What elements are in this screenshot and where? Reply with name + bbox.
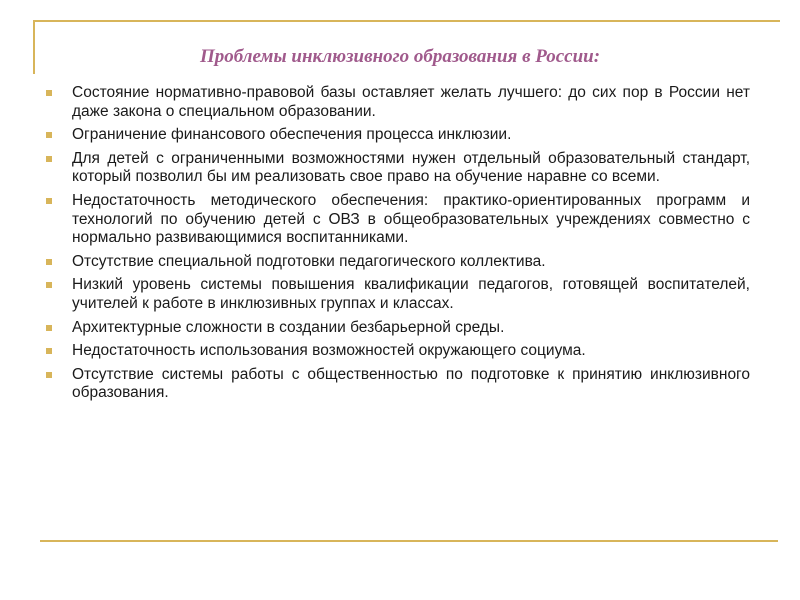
- bullet-text: Для детей с ограниченными возможностями нужен отдельный образовательный стандарт, который позволил бы им реализовать свое право на обучение наравне со всеми.: [72, 149, 750, 186]
- square-bullet-icon: [46, 198, 52, 204]
- bullet-text: Низкий уровень системы повышения квалификации педагогов, готовящей воспитателей, учителей к работе в инклюзивных группах и классах.: [72, 276, 750, 312]
- bullet-item-architecture: [44, 319, 750, 338]
- bullet-text: Ограничение финансового обеспечения процесса инклюзии.: [72, 126, 512, 144]
- bullet-list: [44, 84, 750, 408]
- frame-bottom-line: [40, 540, 778, 542]
- slide-title: Проблемы инклюзивного образования в России:: [199, 46, 601, 67]
- bullet-text: Недостаточность методического обеспечения: практико-ориентированных программ и технологий по обучению детей с ОВЗ в общеобразовательных учреждениях совместно с нормально развивающимися воспитанниками.: [72, 191, 750, 247]
- square-bullet-icon: [46, 132, 52, 138]
- bullet-text: Отсутствие специальной подготовки педагогического коллектива.: [72, 252, 546, 270]
- square-bullet-icon: [46, 156, 52, 162]
- square-bullet-icon: [46, 325, 52, 331]
- frame-left-line: [33, 20, 35, 74]
- bullet-text: Состояние нормативно-правовой базы оставляет желать лучшего: до сих пор в России нет даже закона о специальном образовании.: [72, 84, 750, 120]
- bullet-item-funding: [44, 126, 750, 145]
- bullet-item-qualification: [44, 276, 750, 313]
- bullet-item-staff-training: [44, 253, 750, 272]
- bullet-text: Недостаточность использования возможностей окружающего социума.: [72, 342, 586, 360]
- square-bullet-icon: [46, 259, 52, 265]
- square-bullet-icon: [46, 372, 52, 378]
- frame-top-line: [33, 20, 780, 22]
- bullet-item-standard: [44, 150, 750, 187]
- bullet-item-society: [44, 342, 750, 361]
- bullet-text: Отсутствие системы работы с общественностью по подготовке к принятию инклюзивного образования.: [72, 365, 750, 402]
- square-bullet-icon: [46, 90, 52, 96]
- bullet-item-public-relations: [44, 366, 750, 403]
- bullet-text: Архитектурные сложности в создании безбарьерной среды.: [72, 318, 505, 336]
- bullet-item-legal-base: [44, 84, 750, 121]
- square-bullet-icon: [46, 282, 52, 288]
- square-bullet-icon: [46, 348, 52, 354]
- bullet-item-methodology: [44, 192, 750, 248]
